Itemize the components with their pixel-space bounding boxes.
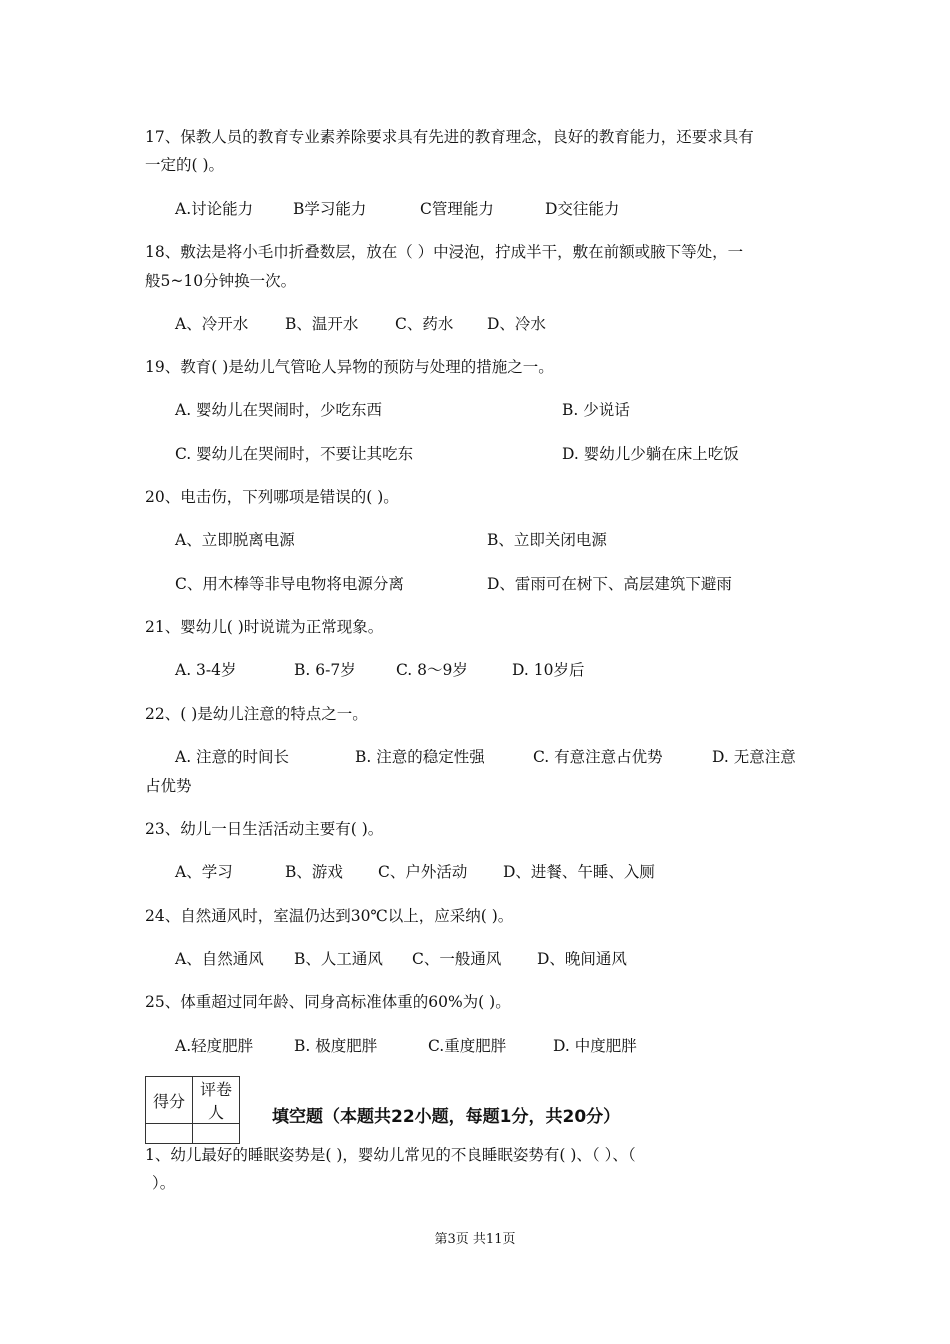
page-footer: 第3页 共11页 — [434, 1232, 516, 1247]
q24-option-a: A、自然通风 — [175, 950, 264, 968]
question-21-line1: 21、婴幼儿( )时说谎为正常现象。 — [145, 618, 384, 636]
q17-option-b: B学习能力 — [293, 200, 367, 218]
section-title: 填空题（本题共22小题，每题1分，共20分） — [272, 1107, 621, 1127]
question-24-line1: 24、自然通风时，室温仍达到30℃以上，应采纳( )。 — [145, 907, 514, 925]
question-17-line2: 一定的( )。 — [145, 156, 225, 174]
q23-option-a: A、学习 — [175, 863, 233, 881]
grader-header: 评卷人 — [193, 1077, 240, 1124]
q18-option-b: B、温开水 — [285, 315, 359, 333]
q20-option-c: C、用木棒等非导电物将电源分离 — [175, 575, 404, 593]
score-table — [145, 1076, 240, 1144]
q25-option-b: B. 极度肥胖 — [294, 1037, 378, 1055]
q24-option-b: B、人工通风 — [294, 950, 383, 968]
q19-option-a: A. 婴幼儿在哭闹时，少吃东西 — [175, 401, 383, 419]
score-cell[interactable] — [146, 1124, 193, 1144]
q25-option-a: A.轻度肥胖 — [175, 1037, 254, 1055]
q22-option-a: A. 注意的时间长 — [175, 748, 290, 766]
q21-option-b: B. 6-7岁 — [294, 661, 356, 679]
q20-option-a: A、立即脱离电源 — [175, 531, 295, 549]
q18-option-d: D、冷水 — [487, 315, 546, 333]
q17-option-a: A.讨论能力 — [175, 200, 254, 218]
q22-option-c: C. 有意注意占优势 — [533, 748, 663, 766]
q23-option-d: D、进餐、午睡、入厕 — [503, 863, 655, 881]
fill-question-1-line2: ）。 — [152, 1174, 176, 1192]
q25-option-d: D. 中度肥胖 — [553, 1037, 637, 1055]
question-17-line1: 17、保教人员的教育专业素养除要求具有先进的教育理念，良好的教育能力，还要求具有 — [145, 128, 754, 146]
score-header: 得分 — [146, 1077, 193, 1124]
question-19-line1: 19、教育( )是幼儿气管呛人异物的预防与处理的措施之一。 — [145, 358, 554, 376]
question-20-line1: 20、电击伤，下列哪项是错误的( )。 — [145, 488, 399, 506]
question-22-line1: 22、( )是幼儿注意的特点之一。 — [145, 705, 368, 723]
q22-option-b: B. 注意的稳定性强 — [355, 748, 485, 766]
question-18-line1: 18、敷法是将小毛巾折叠数层，放在（ ）中浸泡，拧成半干，敷在前额或腋下等处，一 — [145, 243, 744, 261]
q17-option-c: C管理能力 — [420, 200, 494, 218]
q21-option-c: C. 8～9岁 — [396, 661, 468, 679]
q19-option-b: B. 少说话 — [562, 401, 630, 419]
fill-question-1-line1: 1、幼儿最好的睡眠姿势是( )，婴幼儿常见的不良睡眠姿势有( )、（ ）、（ — [145, 1146, 636, 1164]
question-23-line1: 23、幼儿一日生活活动主要有( )。 — [145, 820, 384, 838]
q20-option-b: B、立即关闭电源 — [487, 531, 607, 549]
q24-option-c: C、一般通风 — [412, 950, 502, 968]
question-25-line1: 25、体重超过同年龄、同身高标准体重的60%为( )。 — [145, 993, 511, 1011]
question-18-line2: 般5~10分钟换一次。 — [145, 272, 297, 290]
q19-option-d: D. 婴幼儿少躺在床上吃饭 — [562, 445, 739, 463]
q20-option-d: D、雷雨可在树下、高层建筑下避雨 — [487, 575, 732, 593]
grader-cell[interactable] — [193, 1124, 240, 1144]
q25-option-c: C.重度肥胖 — [428, 1037, 507, 1055]
q21-option-a: A. 3-4岁 — [175, 661, 237, 679]
q21-option-d: D. 10岁后 — [512, 661, 585, 679]
q18-option-c: C、药水 — [395, 315, 454, 333]
q18-option-a: A、冷开水 — [175, 315, 249, 333]
q22-option-d-continuation: 占优势 — [145, 777, 192, 795]
q17-option-d: D交往能力 — [545, 200, 620, 218]
q23-option-c: C、户外活动 — [378, 863, 468, 881]
q23-option-b: B、游戏 — [285, 863, 343, 881]
q19-option-c: C. 婴幼儿在哭闹时，不要让其吃东 — [175, 445, 414, 463]
q24-option-d: D、晚间通风 — [537, 950, 627, 968]
q22-option-d: D. 无意注意 — [712, 748, 796, 766]
